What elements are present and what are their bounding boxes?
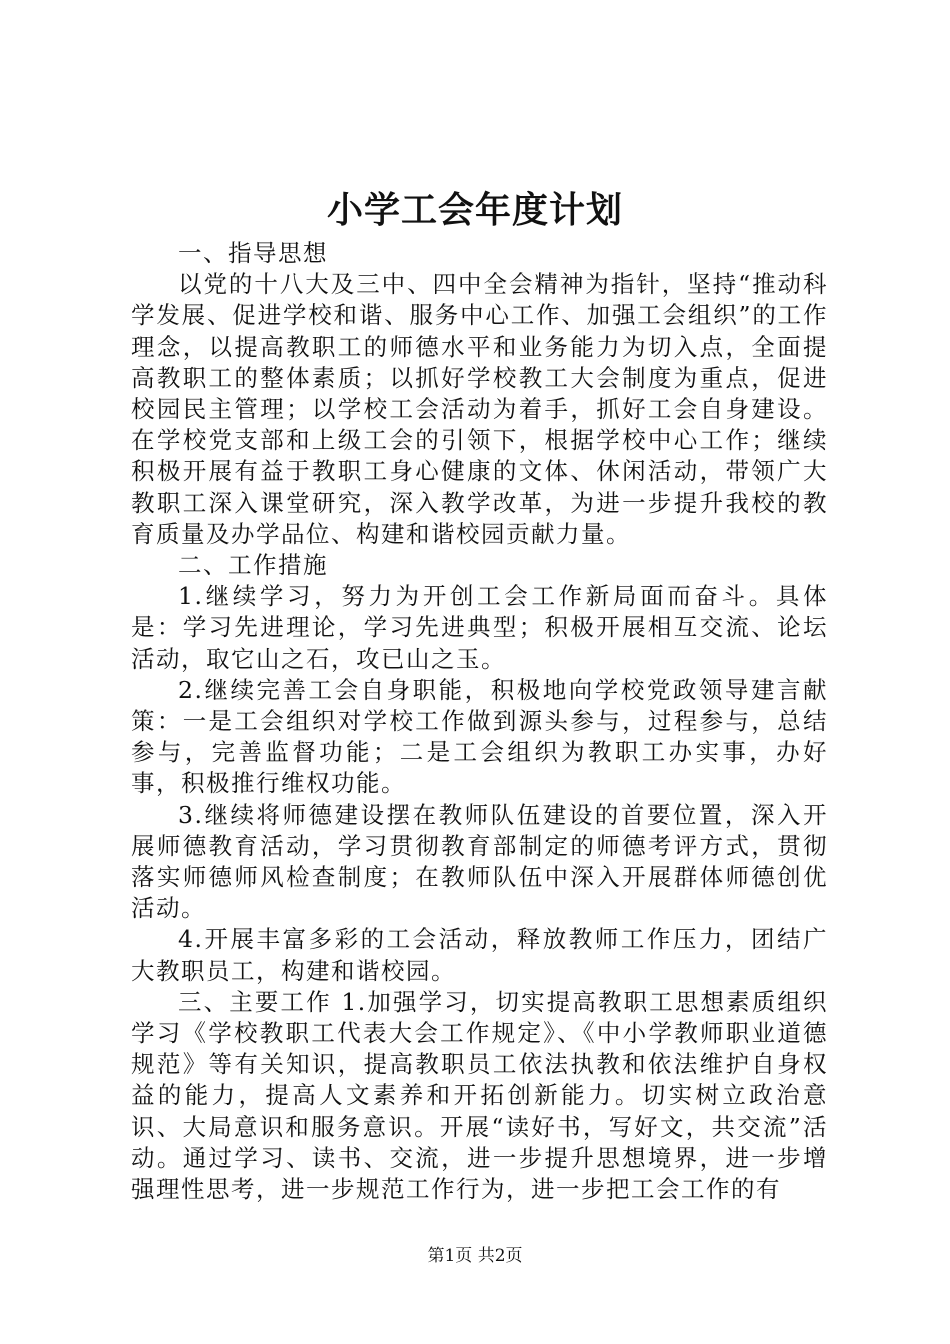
section-heading-work-measures: 二、工作措施 <box>178 551 328 580</box>
paragraph-main-work: 三、主要工作 1.加强学习，切实提高教职工思想素质组织学习《学校教职工代表大会工作规定》、《中小学教师职业道德规范》等有关知识，提高教职员工依法执教和依法维护自身权益的能力，提高人文素养和开拓创新能力。切实树立政治意识、大局意识和服务意识。开展“读好书，写好文，共交流”活动。通过学习、读书、交流，进一步提升思想境界，进一步增强理性思考，进一步规范工作行为，进一步把工会工作的有 <box>131 987 828 1204</box>
paragraph-guiding-ideology: 以党的十八大及三中、四中全会精神为指针，坚持“推动科学发展、促进学校和谐、服务中心工作、加强工会组织”的工作理念，以提高教职工的师德水平和业务能力为切入点，全面提高教职工的整体素质；以抓好学校教工大会制度为重点，促进校园民主管理；以学校工会活动为着手，抓好工会自身建设。在学校党支部和上级工会的引领下，根据学校中心工作；继续积极开展有益于教职工身心健康的文体、休闲活动，带领广大教职工深入课堂研究，深入教学改革，为进一步提升我校的教育质量及办学品位、构建和谐校园贡献力量。 <box>131 270 828 548</box>
paragraph-measure-1: 1.继续学习，努力为开创工会工作新局面而奋斗。具体是：学习先进理论，学习先进典型；积极开展相互交流、论坛活动，取它山之石，攻已山之玉。 <box>131 582 828 673</box>
page-title: 小学工会年度计划 <box>326 189 623 231</box>
paragraph-measure-2: 2.继续完善工会自身职能，积极地向学校党政领导建言献策：一是工会组织对学校工作做到源头参与，过程参与，总结参与，完善监督功能；二是工会组织为教职工办实事，办好事，积极推行维权功能。 <box>131 675 828 798</box>
paragraph-measure-3: 3.继续将师德建设摆在教师队伍建设的首要位置，深入开展师德教育活动，学习贯彻教育部制定的师德考评方式，贯彻落实师德师风检查制度；在教师队伍中深入开展群体师德创优活动。 <box>131 800 828 923</box>
page-footer: 第1页 共2页 <box>427 1246 523 1266</box>
paragraph-measure-4: 4.开展丰富多彩的工会活动，释放教师工作压力，团结广大教职员工，构建和谐校园。 <box>131 925 828 985</box>
section-heading-guiding-ideology: 一、指导思想 <box>178 239 328 267</box>
document-body <box>131 238 828 1205</box>
